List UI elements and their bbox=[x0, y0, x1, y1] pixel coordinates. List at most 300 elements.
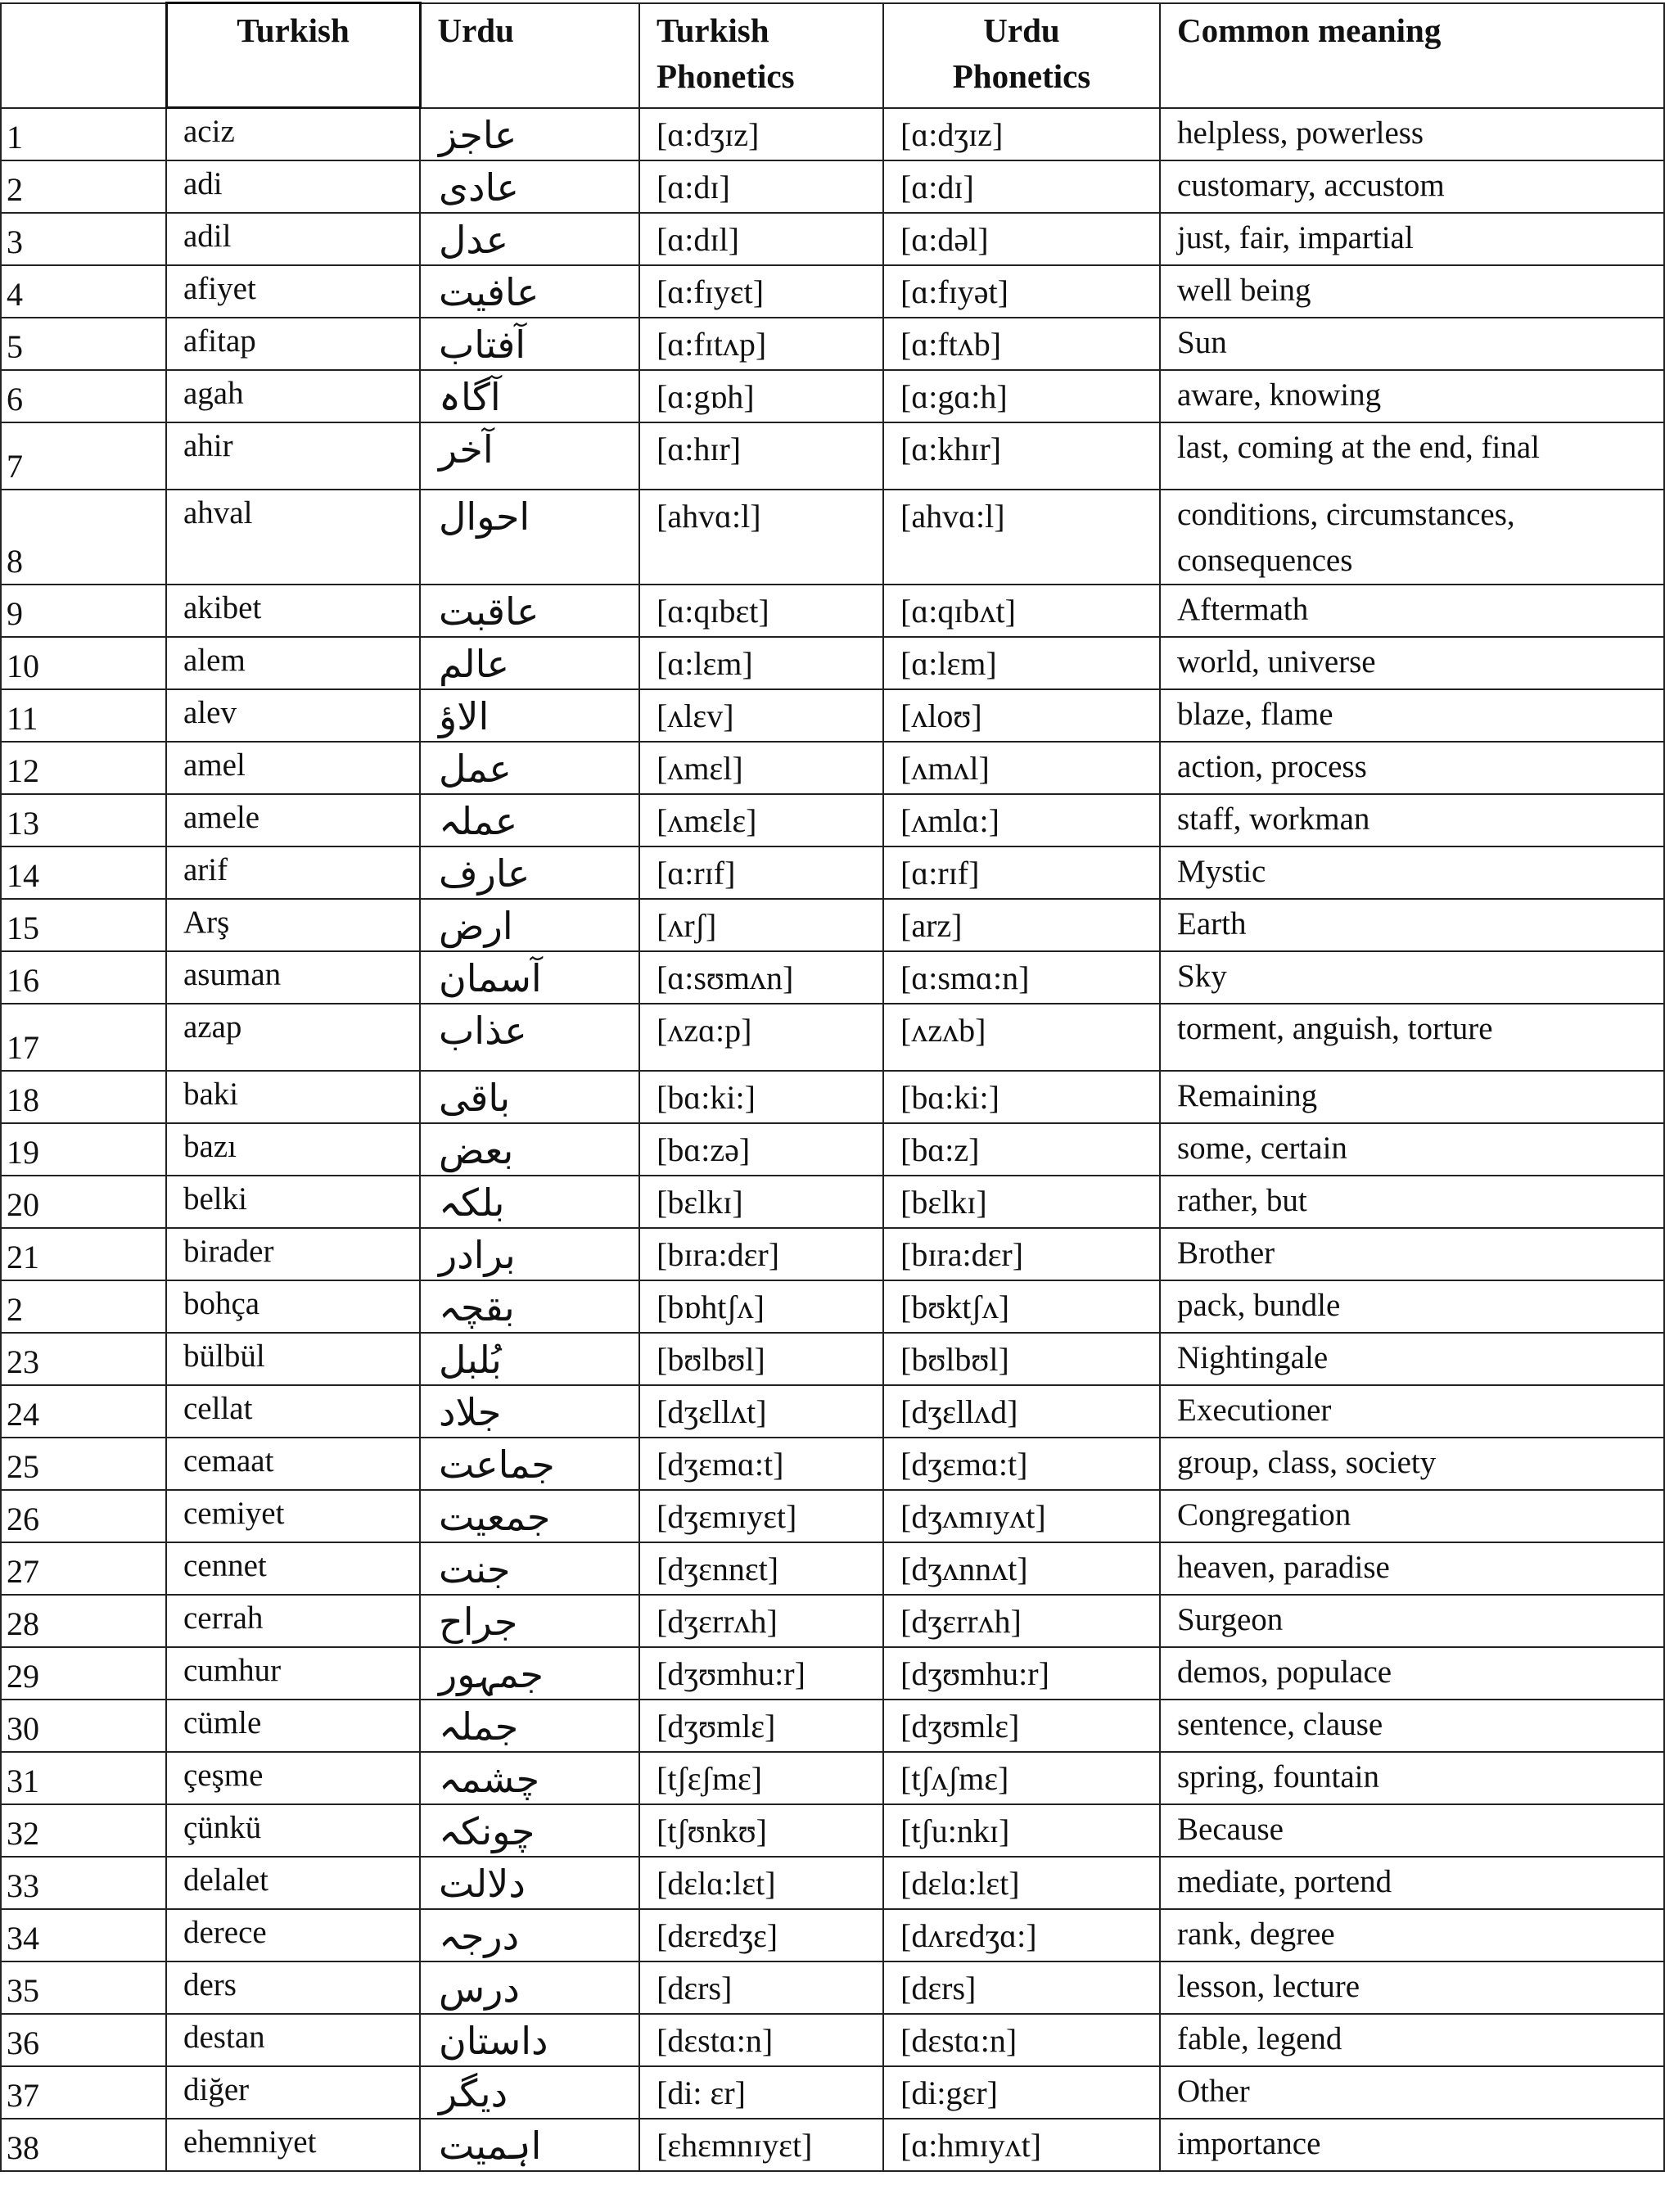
common-meaning: rank, degree bbox=[1160, 1909, 1664, 1961]
urdu-word bbox=[420, 1004, 639, 1071]
urdu-phonetics: [dʒʌnnʌt] bbox=[883, 1542, 1160, 1595]
urdu-word-text: جملہ bbox=[439, 1704, 519, 1749]
table-row bbox=[1, 1333, 1664, 1385]
turkish-word: bohça bbox=[166, 1280, 420, 1333]
turkish-phonetics: [ɑ:rɪf] bbox=[639, 846, 883, 899]
turkish-phonetics: [ɑ:gɒh] bbox=[639, 370, 883, 422]
urdu-word-text: عدل bbox=[439, 217, 509, 262]
row-number: 15 bbox=[1, 899, 166, 951]
urdu-word bbox=[420, 1071, 639, 1123]
urdu-phonetics: [bʊktʃʌ] bbox=[883, 1280, 1160, 1333]
urdu-phonetics: [dʒʌmɪyʌt] bbox=[883, 1490, 1160, 1542]
turkish-word: Arş bbox=[166, 899, 420, 951]
row-number: 7 bbox=[1, 422, 166, 490]
row-number: 23 bbox=[1, 1333, 166, 1385]
turkish-word: ahir bbox=[166, 422, 420, 490]
row-number: 31 bbox=[1, 1752, 166, 1804]
turkish-word: agah bbox=[166, 370, 420, 422]
header-turkish-phonetics-line1: Turkish bbox=[657, 11, 769, 49]
urdu-word bbox=[420, 2014, 639, 2066]
urdu-phonetics: [ʌmʌl] bbox=[883, 742, 1160, 794]
row-number: 33 bbox=[1, 1857, 166, 1909]
turkish-word: diğer bbox=[166, 2066, 420, 2119]
urdu-word bbox=[420, 1490, 639, 1542]
urdu-phonetics: [bɑ:ki:] bbox=[883, 1071, 1160, 1123]
row-number: 2 bbox=[1, 1280, 166, 1333]
header-urdu-phonetics bbox=[883, 3, 1160, 108]
row-number: 24 bbox=[1, 1385, 166, 1438]
turkish-phonetics: [ɑ:fɪyɛt] bbox=[639, 265, 883, 318]
turkish-phonetics: [ʌmɛlɛ] bbox=[639, 794, 883, 846]
row-number: 32 bbox=[1, 1804, 166, 1857]
turkish-word: destan bbox=[166, 2014, 420, 2066]
table-row bbox=[1, 2014, 1664, 2066]
turkish-word: akibet bbox=[166, 585, 420, 637]
urdu-word bbox=[420, 1804, 639, 1857]
turkish-phonetics: [ahvɑ:l] bbox=[639, 490, 883, 585]
urdu-phonetics: [ɑ:lɛm] bbox=[883, 637, 1160, 689]
table-row bbox=[1, 1123, 1664, 1176]
row-number: 2 bbox=[1, 160, 166, 213]
urdu-word-text: بلکہ bbox=[439, 1180, 505, 1225]
turkish-phonetics: [dʒɛmɪyɛt] bbox=[639, 1490, 883, 1542]
urdu-word bbox=[420, 899, 639, 951]
turkish-phonetics: [dʒɛmɑ:t] bbox=[639, 1438, 883, 1490]
urdu-word bbox=[420, 2066, 639, 2119]
table-row bbox=[1, 1700, 1664, 1752]
urdu-word-text: داستان bbox=[439, 2018, 548, 2063]
urdu-word bbox=[420, 1333, 639, 1385]
turkish-word: azap bbox=[166, 1004, 420, 1071]
urdu-word bbox=[420, 742, 639, 794]
urdu-word-text: عالم bbox=[439, 641, 510, 686]
header-number bbox=[1, 3, 166, 108]
table-row bbox=[1, 1542, 1664, 1595]
urdu-word-text: چونکہ bbox=[439, 1808, 535, 1853]
urdu-phonetics: [bɪra:dɛr] bbox=[883, 1228, 1160, 1280]
row-number: 28 bbox=[1, 1595, 166, 1647]
table-row bbox=[1, 1438, 1664, 1490]
turkish-phonetics: [dɛstɑ:n] bbox=[639, 2014, 883, 2066]
table-row bbox=[1, 1595, 1664, 1647]
urdu-phonetics: [dʒɛmɑ:t] bbox=[883, 1438, 1160, 1490]
urdu-word bbox=[420, 1280, 639, 1333]
urdu-word bbox=[420, 794, 639, 846]
header-common-meaning: Common meaning bbox=[1160, 3, 1664, 108]
urdu-phonetics: [ɑ:qɪbʌt] bbox=[883, 585, 1160, 637]
turkish-word: cumhur bbox=[166, 1647, 420, 1700]
urdu-word-text: عذاب bbox=[439, 1008, 527, 1053]
row-number: 3 bbox=[1, 213, 166, 265]
turkish-word: baki bbox=[166, 1071, 420, 1123]
common-meaning: conditions, circumstances, consequences bbox=[1160, 490, 1664, 585]
row-number: 5 bbox=[1, 318, 166, 370]
turkish-word: delalet bbox=[166, 1857, 420, 1909]
urdu-word-text: برادر bbox=[439, 1232, 516, 1277]
urdu-phonetics: [arz] bbox=[883, 899, 1160, 951]
table-row bbox=[1, 951, 1664, 1004]
row-number: 1 bbox=[1, 108, 166, 160]
common-meaning: mediate, portend bbox=[1160, 1857, 1664, 1909]
turkish-word: alem bbox=[166, 637, 420, 689]
row-number: 26 bbox=[1, 1490, 166, 1542]
common-meaning: sentence, clause bbox=[1160, 1700, 1664, 1752]
urdu-word bbox=[420, 951, 639, 1004]
turkish-phonetics: [ɑ:fɪtʌp] bbox=[639, 318, 883, 370]
urdu-phonetics: [ɑ:dɪ] bbox=[883, 160, 1160, 213]
header-turkish-phonetics bbox=[639, 3, 883, 108]
table-row bbox=[1, 160, 1664, 213]
urdu-phonetics: [ʌmlɑ:] bbox=[883, 794, 1160, 846]
table-row bbox=[1, 318, 1664, 370]
table-row bbox=[1, 108, 1664, 160]
table-row bbox=[1, 794, 1664, 846]
table-row bbox=[1, 2119, 1664, 2171]
table-row bbox=[1, 265, 1664, 318]
urdu-word-text: احوال bbox=[439, 494, 530, 539]
common-meaning: spring, fountain bbox=[1160, 1752, 1664, 1804]
urdu-word-text: آسمان bbox=[439, 955, 542, 1000]
turkish-word: çeşme bbox=[166, 1752, 420, 1804]
header-turkish-phonetics-line2: Phonetics bbox=[657, 56, 795, 95]
urdu-word bbox=[420, 213, 639, 265]
header-urdu-phonetics-line2: Phonetics bbox=[952, 56, 1091, 95]
table-row bbox=[1, 1804, 1664, 1857]
urdu-word bbox=[420, 108, 639, 160]
common-meaning: customary, accustom bbox=[1160, 160, 1664, 213]
turkish-phonetics: [dʒɛrrʌh] bbox=[639, 1595, 883, 1647]
turkish-phonetics: [ɑ:dɪl] bbox=[639, 213, 883, 265]
turkish-word: afiyet bbox=[166, 265, 420, 318]
urdu-word bbox=[420, 2119, 639, 2171]
urdu-phonetics: [ɑ:ftʌb] bbox=[883, 318, 1160, 370]
urdu-phonetics: [ɑ:gɑ:h] bbox=[883, 370, 1160, 422]
urdu-phonetics: [bʊlbʊl] bbox=[883, 1333, 1160, 1385]
urdu-word-text: دلالت bbox=[439, 1861, 526, 1906]
turkish-phonetics: [dʒʊmlɛ] bbox=[639, 1700, 883, 1752]
urdu-word bbox=[420, 370, 639, 422]
urdu-phonetics: [dʒɛrrʌh] bbox=[883, 1595, 1160, 1647]
turkish-word: bazı bbox=[166, 1123, 420, 1176]
urdu-word-text: آگاہ bbox=[439, 374, 501, 419]
turkish-word: amele bbox=[166, 794, 420, 846]
urdu-word bbox=[420, 265, 639, 318]
turkish-word: cellat bbox=[166, 1385, 420, 1438]
urdu-word-text: درس bbox=[439, 1966, 520, 2011]
urdu-word-text: درجہ bbox=[439, 1913, 520, 1958]
turkish-word: cümle bbox=[166, 1700, 420, 1752]
common-meaning: pack, bundle bbox=[1160, 1280, 1664, 1333]
common-meaning: Other bbox=[1160, 2066, 1664, 2119]
turkish-phonetics: [ɑ:dɪ] bbox=[639, 160, 883, 213]
table-row bbox=[1, 1857, 1664, 1909]
turkish-word: ehemniyet bbox=[166, 2119, 420, 2171]
urdu-word bbox=[420, 637, 639, 689]
common-meaning: Aftermath bbox=[1160, 585, 1664, 637]
urdu-word bbox=[420, 422, 639, 490]
urdu-word-text: آخر bbox=[439, 427, 494, 472]
table-row bbox=[1, 1647, 1664, 1700]
row-number: 16 bbox=[1, 951, 166, 1004]
urdu-phonetics: [tʃʌʃmɛ] bbox=[883, 1752, 1160, 1804]
row-number: 21 bbox=[1, 1228, 166, 1280]
row-number: 18 bbox=[1, 1071, 166, 1123]
table-body bbox=[1, 108, 1664, 2171]
row-number: 34 bbox=[1, 1909, 166, 1961]
table-row bbox=[1, 585, 1664, 637]
turkish-word: afitap bbox=[166, 318, 420, 370]
row-number: 4 bbox=[1, 265, 166, 318]
turkish-phonetics: [ʌrʃ] bbox=[639, 899, 883, 951]
turkish-phonetics: [ʌmɛl] bbox=[639, 742, 883, 794]
table-row bbox=[1, 1961, 1664, 2014]
common-meaning: just, fair, impartial bbox=[1160, 213, 1664, 265]
table-row bbox=[1, 370, 1664, 422]
table-row bbox=[1, 1004, 1664, 1071]
urdu-word bbox=[420, 1228, 639, 1280]
urdu-word-text: جنت bbox=[439, 1546, 511, 1591]
urdu-phonetics: [ɑ:dəl] bbox=[883, 213, 1160, 265]
common-meaning: demos, populace bbox=[1160, 1647, 1664, 1700]
urdu-phonetics: [dʒʊmlɛ] bbox=[883, 1700, 1160, 1752]
common-meaning: some, certain bbox=[1160, 1123, 1664, 1176]
turkish-word: adi bbox=[166, 160, 420, 213]
urdu-word-text: الاؤ bbox=[439, 693, 490, 738]
common-meaning: lesson, lecture bbox=[1160, 1961, 1664, 2014]
urdu-word bbox=[420, 1909, 639, 1961]
urdu-phonetics: [ʌzʌb] bbox=[883, 1004, 1160, 1071]
turkish-word: ders bbox=[166, 1961, 420, 2014]
turkish-phonetics: [ʌzɑ:p] bbox=[639, 1004, 883, 1071]
turkish-phonetics: [ɑ:dʒɪz] bbox=[639, 108, 883, 160]
urdu-phonetics: [dʌrɛdʒɑ:] bbox=[883, 1909, 1160, 1961]
urdu-word bbox=[420, 1700, 639, 1752]
urdu-word-text: جراح bbox=[439, 1599, 518, 1644]
turkish-word: arif bbox=[166, 846, 420, 899]
turkish-phonetics: [bɪra:dɛr] bbox=[639, 1228, 883, 1280]
urdu-word-text: عاقبت bbox=[439, 589, 539, 634]
urdu-word bbox=[420, 1647, 639, 1700]
turkish-word: derece bbox=[166, 1909, 420, 1961]
table-row bbox=[1, 213, 1664, 265]
turkish-word: adil bbox=[166, 213, 420, 265]
row-number: 12 bbox=[1, 742, 166, 794]
common-meaning: Brother bbox=[1160, 1228, 1664, 1280]
row-number: 11 bbox=[1, 689, 166, 742]
common-meaning: Surgeon bbox=[1160, 1595, 1664, 1647]
row-number: 6 bbox=[1, 370, 166, 422]
urdu-word-text: جماعت bbox=[439, 1442, 555, 1487]
turkish-phonetics: [di: ɛr] bbox=[639, 2066, 883, 2119]
urdu-word bbox=[420, 846, 639, 899]
row-number: 27 bbox=[1, 1542, 166, 1595]
urdu-phonetics: [dʒɛllʌd] bbox=[883, 1385, 1160, 1438]
common-meaning: Because bbox=[1160, 1804, 1664, 1857]
row-number: 35 bbox=[1, 1961, 166, 2014]
table-row bbox=[1, 1752, 1664, 1804]
common-meaning: well being bbox=[1160, 265, 1664, 318]
urdu-phonetics: [ɑ:rɪf] bbox=[883, 846, 1160, 899]
urdu-word-text: باقی bbox=[439, 1075, 511, 1120]
common-meaning: aware, knowing bbox=[1160, 370, 1664, 422]
row-number: 20 bbox=[1, 1176, 166, 1228]
turkish-word: cerrah bbox=[166, 1595, 420, 1647]
urdu-word bbox=[420, 160, 639, 213]
header-urdu: Urdu bbox=[420, 3, 639, 108]
table-row bbox=[1, 1385, 1664, 1438]
table-row bbox=[1, 1071, 1664, 1123]
table-row bbox=[1, 1228, 1664, 1280]
common-meaning: Nightingale bbox=[1160, 1333, 1664, 1385]
common-meaning: rather, but bbox=[1160, 1176, 1664, 1228]
urdu-word-text: عمل bbox=[439, 746, 512, 791]
common-meaning: importance bbox=[1160, 2119, 1664, 2171]
urdu-word-text: چشمہ bbox=[439, 1756, 540, 1801]
urdu-word bbox=[420, 1385, 639, 1438]
urdu-phonetics: [ɑ:smɑ:n] bbox=[883, 951, 1160, 1004]
urdu-phonetics: [tʃu:nkɪ] bbox=[883, 1804, 1160, 1857]
common-meaning: last, coming at the end, final bbox=[1160, 422, 1664, 490]
urdu-phonetics: [bɑ:z] bbox=[883, 1123, 1160, 1176]
row-number: 19 bbox=[1, 1123, 166, 1176]
urdu-word-text: عادی bbox=[439, 165, 519, 210]
urdu-word-text: عملہ bbox=[439, 798, 518, 843]
urdu-word bbox=[420, 1595, 639, 1647]
urdu-word bbox=[420, 1752, 639, 1804]
table-row bbox=[1, 1490, 1664, 1542]
turkish-phonetics: [ɛhɛmnɪyɛt] bbox=[639, 2119, 883, 2171]
turkish-phonetics: [ɑ:qɪbɛt] bbox=[639, 585, 883, 637]
row-number: 10 bbox=[1, 637, 166, 689]
table-row bbox=[1, 490, 1664, 585]
common-meaning: Remaining bbox=[1160, 1071, 1664, 1123]
urdu-word bbox=[420, 1542, 639, 1595]
turkish-phonetics: [dɛrs] bbox=[639, 1961, 883, 2014]
table-row bbox=[1, 2066, 1664, 2119]
urdu-word bbox=[420, 585, 639, 637]
turkish-phonetics: [bɒhtʃʌ] bbox=[639, 1280, 883, 1333]
document-page bbox=[0, 2, 1665, 2172]
urdu-word-text: بُلبل bbox=[439, 1337, 502, 1382]
urdu-word-text: آفتاب bbox=[439, 322, 526, 367]
vocabulary-table bbox=[0, 2, 1665, 2172]
turkish-phonetics: [tʃʊnkʊ] bbox=[639, 1804, 883, 1857]
urdu-word-text: جلاد bbox=[439, 1389, 502, 1434]
turkish-word: birader bbox=[166, 1228, 420, 1280]
turkish-word: ahval bbox=[166, 490, 420, 585]
turkish-phonetics: [dʒɛllʌt] bbox=[639, 1385, 883, 1438]
turkish-word: asuman bbox=[166, 951, 420, 1004]
table-row bbox=[1, 742, 1664, 794]
turkish-phonetics: [ʌlɛv] bbox=[639, 689, 883, 742]
table-row bbox=[1, 899, 1664, 951]
turkish-word: cennet bbox=[166, 1542, 420, 1595]
urdu-phonetics: [ɑ:dʒɪz] bbox=[883, 108, 1160, 160]
urdu-word-text: جمعیت bbox=[439, 1494, 551, 1539]
common-meaning: heaven, paradise bbox=[1160, 1542, 1664, 1595]
turkish-phonetics: [bɛlkɪ] bbox=[639, 1176, 883, 1228]
turkish-phonetics: [bɑ:zə] bbox=[639, 1123, 883, 1176]
row-number: 13 bbox=[1, 794, 166, 846]
urdu-word-text: بعض bbox=[439, 1127, 514, 1172]
row-number: 37 bbox=[1, 2066, 166, 2119]
row-number: 14 bbox=[1, 846, 166, 899]
row-number: 30 bbox=[1, 1700, 166, 1752]
urdu-phonetics: [ʌloʊ] bbox=[883, 689, 1160, 742]
turkish-word: belki bbox=[166, 1176, 420, 1228]
urdu-word bbox=[420, 318, 639, 370]
row-number: 25 bbox=[1, 1438, 166, 1490]
common-meaning: fable, legend bbox=[1160, 2014, 1664, 2066]
header-row bbox=[1, 3, 1664, 108]
urdu-phonetics: [dʒʊmhu:r] bbox=[883, 1647, 1160, 1700]
urdu-word-text: بقچہ bbox=[439, 1284, 515, 1329]
row-number: 8 bbox=[1, 490, 166, 585]
turkish-phonetics: [bʊlbʊl] bbox=[639, 1333, 883, 1385]
common-meaning: Earth bbox=[1160, 899, 1664, 951]
urdu-word bbox=[420, 1961, 639, 2014]
common-meaning: blaze, flame bbox=[1160, 689, 1664, 742]
urdu-word bbox=[420, 1123, 639, 1176]
urdu-word-text: عارف bbox=[439, 851, 530, 896]
common-meaning: helpless, powerless bbox=[1160, 108, 1664, 160]
row-number: 38 bbox=[1, 2119, 166, 2171]
turkish-phonetics: [ɑ:hɪr] bbox=[639, 422, 883, 490]
urdu-word bbox=[420, 1438, 639, 1490]
table-row bbox=[1, 846, 1664, 899]
turkish-word: alev bbox=[166, 689, 420, 742]
common-meaning: torment, anguish, torture bbox=[1160, 1004, 1664, 1071]
turkish-word: aciz bbox=[166, 108, 420, 160]
table-row bbox=[1, 637, 1664, 689]
turkish-phonetics: [ɑ:lɛm] bbox=[639, 637, 883, 689]
urdu-word-text: عافیت bbox=[439, 269, 539, 314]
row-number: 29 bbox=[1, 1647, 166, 1700]
urdu-phonetics: [bɛlkɪ] bbox=[883, 1176, 1160, 1228]
header-urdu-phonetics-line1: Urdu bbox=[983, 11, 1060, 49]
common-meaning: action, process bbox=[1160, 742, 1664, 794]
urdu-phonetics: [di:gɛr] bbox=[883, 2066, 1160, 2119]
turkish-word: amel bbox=[166, 742, 420, 794]
row-number: 9 bbox=[1, 585, 166, 637]
common-meaning: Sun bbox=[1160, 318, 1664, 370]
common-meaning: Executioner bbox=[1160, 1385, 1664, 1438]
turkish-phonetics: [ɑ:sʊmʌn] bbox=[639, 951, 883, 1004]
urdu-word-text: دیگر bbox=[439, 2070, 508, 2115]
common-meaning: Mystic bbox=[1160, 846, 1664, 899]
urdu-word-text: ارض bbox=[439, 903, 513, 948]
common-meaning: world, universe bbox=[1160, 637, 1664, 689]
urdu-word-text: عاجز bbox=[439, 112, 517, 157]
row-number: 36 bbox=[1, 2014, 166, 2066]
table-row bbox=[1, 689, 1664, 742]
table-row bbox=[1, 422, 1664, 490]
urdu-phonetics: [dɛstɑ:n] bbox=[883, 2014, 1160, 2066]
urdu-phonetics: [ahvɑ:l] bbox=[883, 490, 1160, 585]
turkish-phonetics: [dʒɛnnɛt] bbox=[639, 1542, 883, 1595]
common-meaning: staff, workman bbox=[1160, 794, 1664, 846]
urdu-word bbox=[420, 490, 639, 585]
urdu-word bbox=[420, 689, 639, 742]
urdu-word-text: اہمیت bbox=[439, 2123, 542, 2168]
turkish-word: çünkü bbox=[166, 1804, 420, 1857]
turkish-phonetics: [dʒʊmhu:r] bbox=[639, 1647, 883, 1700]
turkish-phonetics: [tʃɛʃmɛ] bbox=[639, 1752, 883, 1804]
urdu-phonetics: [dɛlɑ:lɛt] bbox=[883, 1857, 1160, 1909]
urdu-phonetics: [ɑ:khɪr] bbox=[883, 422, 1160, 490]
table-row bbox=[1, 1280, 1664, 1333]
urdu-phonetics: [dɛrs] bbox=[883, 1961, 1160, 2014]
